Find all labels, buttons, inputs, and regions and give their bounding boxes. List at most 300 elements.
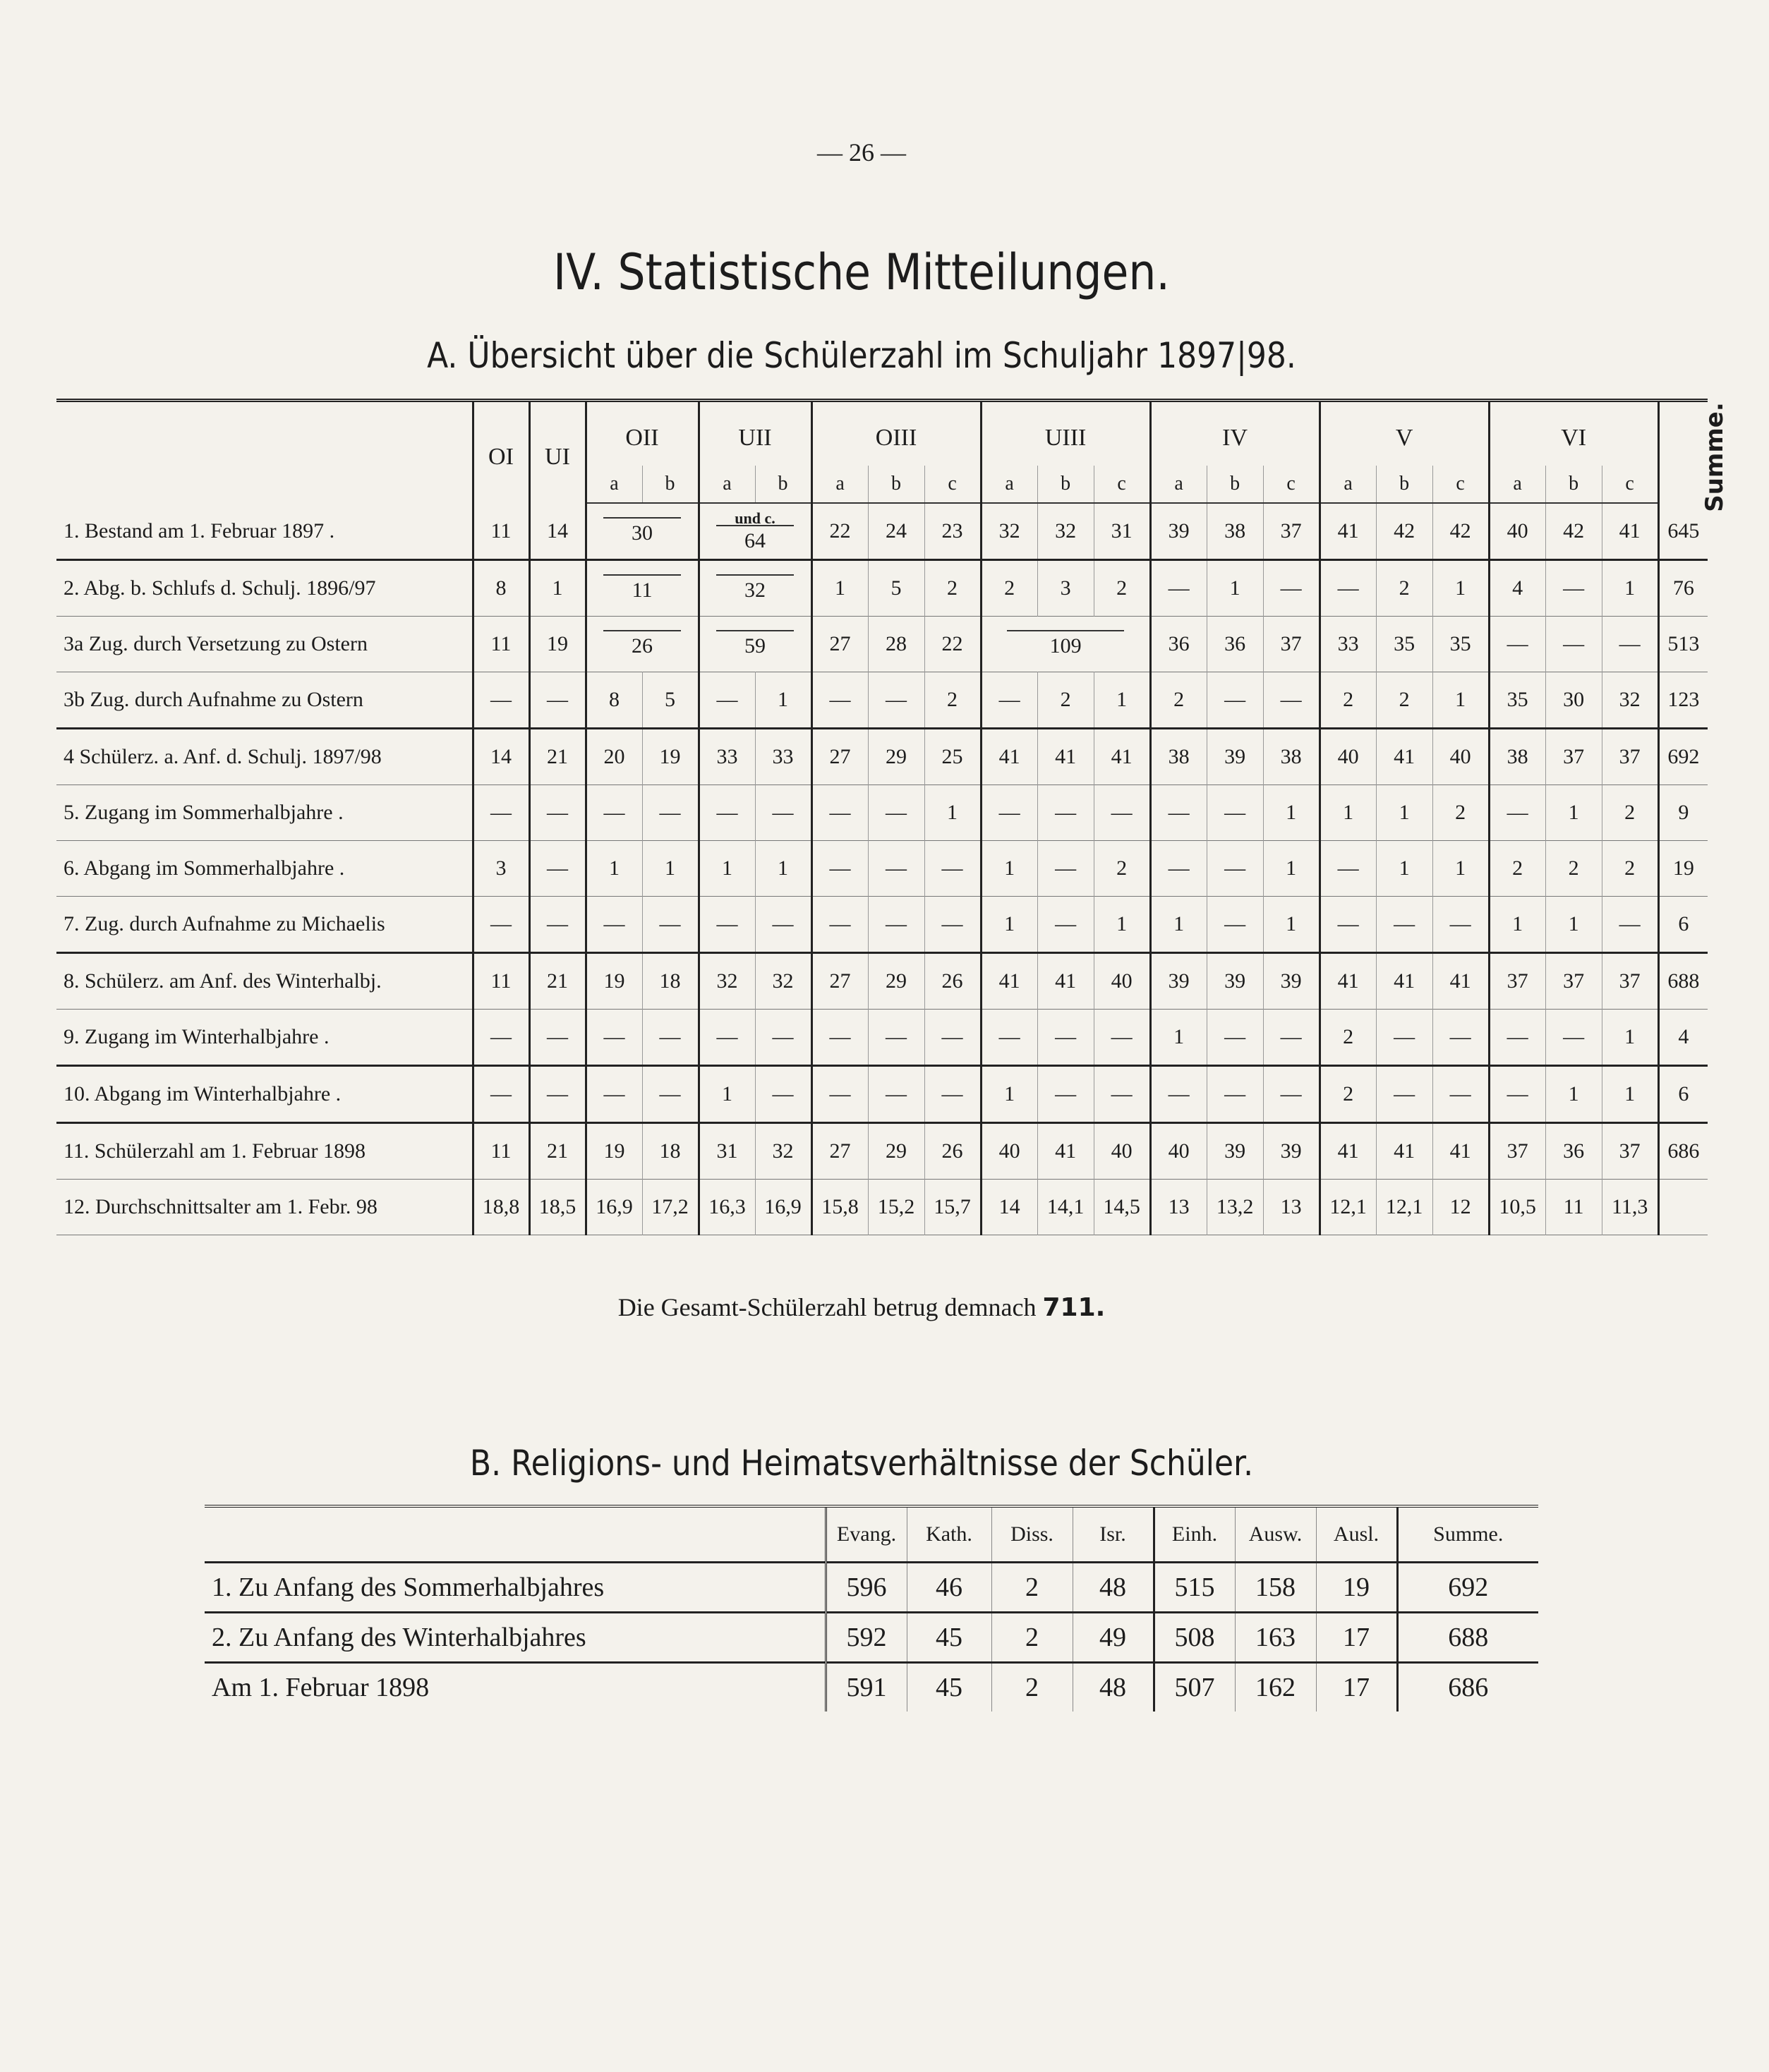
cell-oi: 18,8 [473, 1180, 529, 1235]
cell-v-a: 41 [1320, 953, 1376, 1010]
cell-uii-merged [699, 503, 811, 560]
cell-v-c: 41 [1432, 953, 1489, 1010]
table-row [56, 729, 1708, 785]
cell-iv-a: — [1150, 841, 1207, 897]
cell-oii-b: — [642, 897, 699, 953]
row-label: Am 1. Februar 1898 [212, 1673, 430, 1702]
cell-oii-a: 16,9 [586, 1180, 642, 1235]
cell-iv-b: 38 [1207, 503, 1263, 560]
row-label: 3b Zug. durch Aufnahme zu Ostern [64, 688, 363, 711]
cell-vi-c: 37 [1602, 729, 1658, 785]
cell-iv-b: — [1207, 1010, 1263, 1066]
header-kath: Kath. [907, 1506, 991, 1563]
cell-sum: 686 [1658, 1123, 1708, 1180]
header-sub-v-a: a [1320, 466, 1376, 503]
page-title: IV. Statistische Mitteilungen. [553, 243, 1171, 301]
cell-oii-merged [586, 617, 699, 672]
cell-uiii-c: 2 [1094, 841, 1150, 897]
cell-oiii-b: 15,2 [868, 1180, 924, 1235]
cell-oiii-c: 2 [924, 672, 981, 729]
cell-vi-a: 37 [1489, 953, 1545, 1010]
merge-brace [603, 517, 681, 519]
cell-uiii-a: 1 [981, 841, 1037, 897]
cell-oiii-a: 27 [811, 953, 868, 1010]
cell-vi-a: — [1489, 1010, 1545, 1066]
cell-v-a: — [1320, 897, 1376, 953]
cell-vi-b: 36 [1545, 1123, 1602, 1180]
cell-ui: 14 [529, 503, 586, 560]
row-label: 1. Zu Anfang des Sommerhalbjahres [212, 1573, 605, 1602]
cell-iv-c: 38 [1263, 729, 1320, 785]
header-class-oii: OII [586, 401, 699, 466]
cell-oiii-a: — [811, 1010, 868, 1066]
cell-iv-c: 13 [1263, 1180, 1320, 1235]
cell-iv-b: — [1207, 672, 1263, 729]
cell-vi-b: 37 [1545, 953, 1602, 1010]
cell-oiii-c: 15,7 [924, 1180, 981, 1235]
cell-vi-a: — [1489, 617, 1545, 672]
student-count-table [56, 399, 1729, 1235]
cell-evang: 596 [826, 1563, 907, 1613]
cell-ui: 21 [529, 1123, 586, 1180]
header-ausw: Ausw. [1235, 1506, 1316, 1563]
cell-uiii-a: — [981, 1010, 1037, 1066]
cell-oi: — [473, 672, 529, 729]
cell-iv-b: — [1207, 1066, 1263, 1123]
cell-uiii-a: 32 [981, 503, 1037, 560]
header-evang: Evang. [826, 1506, 907, 1563]
cell-iv-b: — [1207, 897, 1263, 953]
cell-uii-a: 1 [699, 841, 755, 897]
cell-uii-merged [699, 617, 811, 672]
total-prefix: Die Gesamt-Schülerzahl betrug demnach [617, 1293, 1037, 1321]
cell-uiii-a: 1 [981, 897, 1037, 953]
cell-sum: 123 [1658, 672, 1708, 729]
merged-value: 32 [744, 578, 766, 602]
header-sub-v-b: b [1376, 466, 1432, 503]
cell-evang: 592 [826, 1613, 907, 1663]
cell-vi-c: 2 [1602, 841, 1658, 897]
cell-oi: 11 [473, 1123, 529, 1180]
cell-iv-c: 39 [1263, 1123, 1320, 1180]
cell-summe: 686 [1397, 1663, 1538, 1712]
header-sub-oiii-c: c [924, 466, 981, 503]
cell-summe: 688 [1397, 1613, 1538, 1663]
cell-uiii-c: 1 [1094, 897, 1150, 953]
header-sub-uii-a: a [699, 466, 755, 503]
cell-ui: 21 [529, 729, 586, 785]
header-diss: Diss. [991, 1506, 1073, 1563]
table-row [205, 1613, 1538, 1663]
cell-oii-a: 1 [586, 841, 642, 897]
total-students-line [0, 1292, 1723, 1322]
cell-v-a: — [1320, 841, 1376, 897]
cell-sum: 6 [1658, 897, 1708, 953]
cell-v-c: 40 [1432, 729, 1489, 785]
merged-value: 64 [744, 529, 766, 552]
cell-uiii-c: — [1094, 785, 1150, 841]
cell-diss: 2 [991, 1613, 1073, 1663]
cell-v-c: 35 [1432, 617, 1489, 672]
cell-iv-c: 1 [1263, 841, 1320, 897]
cell-oiii-a: — [811, 897, 868, 953]
cell-vi-a: 2 [1489, 841, 1545, 897]
cell-oiii-c: — [924, 1066, 981, 1123]
cell-vi-a: 37 [1489, 1123, 1545, 1180]
cell-iv-a: 38 [1150, 729, 1207, 785]
cell-ui: — [529, 1010, 586, 1066]
cell-sum: 688 [1658, 953, 1708, 1010]
cell-v-c: 42 [1432, 503, 1489, 560]
cell-v-b: 1 [1376, 841, 1432, 897]
cell-sum: 6 [1658, 1066, 1708, 1123]
cell-oii-b: — [642, 1066, 699, 1123]
cell-iv-c: 39 [1263, 953, 1320, 1010]
cell-ausl: 17 [1316, 1663, 1397, 1712]
cell-v-b: 41 [1376, 953, 1432, 1010]
cell-uiii-c: 41 [1094, 729, 1150, 785]
cell-v-c: 1 [1432, 560, 1489, 617]
cell-uii-b: 32 [755, 1123, 811, 1180]
table-row [56, 1066, 1708, 1123]
table-row [56, 897, 1708, 953]
cell-oi: 3 [473, 841, 529, 897]
cell-oi: 11 [473, 617, 529, 672]
cell-oii-a: — [586, 1010, 642, 1066]
merge-brace [716, 574, 794, 576]
cell-ui: 21 [529, 953, 586, 1010]
cell-v-b: 35 [1376, 617, 1432, 672]
cell-vi-a: 4 [1489, 560, 1545, 617]
row-label: 5. Zugang im Sommerhalbjahre . [64, 801, 344, 824]
cell-uii-a: 33 [699, 729, 755, 785]
cell-oiii-b: 29 [868, 729, 924, 785]
cell-vi-a: 35 [1489, 672, 1545, 729]
page-number: — 26 — [817, 138, 906, 166]
cell-vi-b: 1 [1545, 785, 1602, 841]
cell-oiii-b: — [868, 1010, 924, 1066]
cell-iv-a: 1 [1150, 897, 1207, 953]
cell-iv-c: 1 [1263, 897, 1320, 953]
cell-uiii-a: 14 [981, 1180, 1037, 1235]
cell-uii-a: 16,3 [699, 1180, 755, 1235]
cell-oiii-b: — [868, 1066, 924, 1123]
cell-oiii-a: — [811, 1066, 868, 1123]
cell-uiii-c: 2 [1094, 560, 1150, 617]
cell-oii-b: 19 [642, 729, 699, 785]
cell-ui: — [529, 785, 586, 841]
cell-iv-a: 2 [1150, 672, 1207, 729]
cell-v-b: 2 [1376, 560, 1432, 617]
cell-uii-b: 33 [755, 729, 811, 785]
cell-diss: 2 [991, 1663, 1073, 1712]
cell-oii-merged [586, 560, 699, 617]
cell-ui: — [529, 897, 586, 953]
row-label: 11. Schülerzahl am 1. Februar 1898 [64, 1139, 366, 1163]
cell-sum: 513 [1658, 617, 1708, 672]
cell-iv-a: 40 [1150, 1123, 1207, 1180]
cell-v-c: — [1432, 897, 1489, 953]
cell-iv-b: 36 [1207, 617, 1263, 672]
cell-vi-a: 40 [1489, 503, 1545, 560]
cell-uii-a: — [699, 1010, 755, 1066]
cell-vi-a: — [1489, 1066, 1545, 1123]
cell-kath: 45 [907, 1663, 991, 1712]
cell-vi-c: 11,3 [1602, 1180, 1658, 1235]
cell-sum [1658, 1180, 1708, 1235]
cell-ui: 19 [529, 617, 586, 672]
cell-oii-b: 18 [642, 1123, 699, 1180]
cell-v-b: 1 [1376, 785, 1432, 841]
cell-uiii-c: 40 [1094, 953, 1150, 1010]
header-class-iv: IV [1150, 401, 1320, 466]
cell-uiii-b: — [1037, 897, 1094, 953]
cell-iv-a: — [1150, 785, 1207, 841]
cell-uiii-merged [981, 617, 1150, 672]
cell-oii-b: 1 [642, 841, 699, 897]
cell-v-a: 2 [1320, 1066, 1376, 1123]
header-sub-vi-a: a [1489, 466, 1545, 503]
cell-ausw: 162 [1235, 1663, 1316, 1712]
cell-vi-b: 2 [1545, 841, 1602, 897]
section-a-title: A. Übersicht über die Schülerzahl im Schuljahr 1897|98. [427, 335, 1296, 376]
cell-v-a: 40 [1320, 729, 1376, 785]
table-row [205, 1563, 1538, 1613]
table-row [56, 1180, 1708, 1235]
cell-uiii-a: 41 [981, 953, 1037, 1010]
cell-v-c: — [1432, 1066, 1489, 1123]
table-row [205, 1663, 1538, 1712]
row-label: 2. Abg. b. Schlufs d. Schulj. 1896/97 [64, 576, 376, 600]
cell-oii-b: 5 [642, 672, 699, 729]
cell-v-c: 1 [1432, 672, 1489, 729]
cell-oi: — [473, 1066, 529, 1123]
cell-v-a: 1 [1320, 785, 1376, 841]
cell-einh: 507 [1154, 1663, 1235, 1712]
cell-oiii-a: 15,8 [811, 1180, 868, 1235]
cell-uii-b: 1 [755, 841, 811, 897]
cell-v-c: 2 [1432, 785, 1489, 841]
cell-oiii-b: 5 [868, 560, 924, 617]
cell-ausl: 17 [1316, 1613, 1397, 1663]
cell-oiii-c: 26 [924, 953, 981, 1010]
cell-vi-c: 32 [1602, 672, 1658, 729]
cell-v-a: — [1320, 560, 1376, 617]
cell-uii-b: — [755, 785, 811, 841]
cell-v-c: 1 [1432, 841, 1489, 897]
header-label-cell [56, 401, 473, 504]
cell-uii-b: — [755, 897, 811, 953]
row-label: 9. Zugang im Winterhalbjahre . [64, 1025, 330, 1048]
table-row [56, 560, 1708, 617]
table-row [56, 617, 1708, 672]
cell-oiii-b: 28 [868, 617, 924, 672]
merged-note: und c. [735, 509, 775, 527]
cell-v-a: 33 [1320, 617, 1376, 672]
cell-oi: — [473, 897, 529, 953]
cell-oiii-c: 23 [924, 503, 981, 560]
cell-oii-a: 20 [586, 729, 642, 785]
header-class-ui: UI [529, 401, 586, 504]
cell-oiii-a: — [811, 785, 868, 841]
cell-v-a: 12,1 [1320, 1180, 1376, 1235]
cell-oiii-b: — [868, 897, 924, 953]
cell-sum: 76 [1658, 560, 1708, 617]
cell-v-b: 12,1 [1376, 1180, 1432, 1235]
cell-sum: 692 [1658, 729, 1708, 785]
header-einh: Einh. [1154, 1506, 1235, 1563]
header-class-vi: VI [1489, 401, 1658, 466]
cell-vi-a: 10,5 [1489, 1180, 1545, 1235]
cell-ui: 1 [529, 560, 586, 617]
cell-vi-a: — [1489, 785, 1545, 841]
cell-oiii-b: — [868, 785, 924, 841]
cell-oiii-b: — [868, 841, 924, 897]
cell-ui: 18,5 [529, 1180, 586, 1235]
cell-iv-c: 1 [1263, 785, 1320, 841]
header-sub-oiii-b: b [868, 466, 924, 503]
cell-iv-a: — [1150, 1066, 1207, 1123]
cell-v-a: 2 [1320, 672, 1376, 729]
header-sub-uiii-b: b [1037, 466, 1094, 503]
cell-oiii-a: 22 [811, 503, 868, 560]
cell-vi-b: 1 [1545, 1066, 1602, 1123]
cell-iv-a: 39 [1150, 503, 1207, 560]
cell-uiii-b: 41 [1037, 1123, 1094, 1180]
cell-uii-b: 32 [755, 953, 811, 1010]
cell-uii-b: 16,9 [755, 1180, 811, 1235]
cell-v-b: 41 [1376, 729, 1432, 785]
cell-oi: 11 [473, 953, 529, 1010]
cell-iv-b: 39 [1207, 729, 1263, 785]
merge-brace [1007, 630, 1124, 631]
header-sum-text: Summe. [1700, 401, 1729, 512]
cell-summe: 692 [1397, 1563, 1538, 1613]
cell-oiii-c: 25 [924, 729, 981, 785]
merged-value: 59 [744, 634, 766, 658]
cell-v-b: — [1376, 1010, 1432, 1066]
cell-vi-c: 1 [1602, 560, 1658, 617]
total-value: 711. [1042, 1293, 1106, 1322]
cell-oi: 14 [473, 729, 529, 785]
cell-uiii-a: 1 [981, 1066, 1037, 1123]
cell-vi-b: 42 [1545, 503, 1602, 560]
cell-uii-b: — [755, 1066, 811, 1123]
cell-v-b: — [1376, 1066, 1432, 1123]
cell-oiii-b: 29 [868, 1123, 924, 1180]
cell-iv-a: 13 [1150, 1180, 1207, 1235]
cell-iv-c: — [1263, 1010, 1320, 1066]
cell-oiii-c: 1 [924, 785, 981, 841]
cell-oiii-c: — [924, 1010, 981, 1066]
header-class-uiii: UIII [981, 401, 1150, 466]
header-sub-oiii-a: a [811, 466, 868, 503]
cell-sum: 19 [1658, 841, 1708, 897]
cell-isr: 48 [1073, 1563, 1154, 1613]
merge-brace [716, 630, 794, 631]
cell-iv-b: 1 [1207, 560, 1263, 617]
cell-diss: 2 [991, 1563, 1073, 1613]
cell-uii-a: 1 [699, 1066, 755, 1123]
row-label: 2. Zu Anfang des Winterhalbjahres [212, 1623, 586, 1652]
table-row [56, 953, 1708, 1010]
cell-vi-c: 1 [1602, 1010, 1658, 1066]
cell-iv-a: — [1150, 560, 1207, 617]
cell-sum: 9 [1658, 785, 1708, 841]
cell-v-a: 2 [1320, 1010, 1376, 1066]
cell-oi: — [473, 1010, 529, 1066]
cell-uiii-a: 41 [981, 729, 1037, 785]
header-sub-uiii-c: c [1094, 466, 1150, 503]
cell-v-a: 41 [1320, 1123, 1376, 1180]
cell-vi-a: 38 [1489, 729, 1545, 785]
cell-uiii-a: 2 [981, 560, 1037, 617]
merge-brace [603, 630, 681, 631]
header-isr: Isr. [1073, 1506, 1154, 1563]
merged-value: 109 [1049, 634, 1082, 658]
row-label: 7. Zug. durch Aufnahme zu Michaelis [64, 912, 385, 935]
cell-uiii-a: — [981, 785, 1037, 841]
cell-iv-a: 39 [1150, 953, 1207, 1010]
cell-kath: 45 [907, 1613, 991, 1663]
cell-v-b: 2 [1376, 672, 1432, 729]
table-row [56, 672, 1708, 729]
cell-uiii-c: 14,5 [1094, 1180, 1150, 1235]
cell-iv-c: 37 [1263, 617, 1320, 672]
table-row [56, 841, 1708, 897]
cell-oii-a: 19 [586, 953, 642, 1010]
cell-iv-c: — [1263, 560, 1320, 617]
cell-uii-a: 31 [699, 1123, 755, 1180]
cell-oiii-c: 26 [924, 1123, 981, 1180]
cell-ausw: 158 [1235, 1563, 1316, 1613]
cell-sum: 645 [1658, 503, 1708, 560]
cell-uiii-c: — [1094, 1066, 1150, 1123]
cell-oiii-b: 29 [868, 953, 924, 1010]
cell-oiii-c: 22 [924, 617, 981, 672]
table-row [56, 785, 1708, 841]
cell-uiii-b: — [1037, 785, 1094, 841]
cell-oii-a: 8 [586, 672, 642, 729]
cell-vi-c: 37 [1602, 953, 1658, 1010]
cell-uii-a: — [699, 672, 755, 729]
cell-oiii-c: — [924, 897, 981, 953]
cell-vi-c: 37 [1602, 1123, 1658, 1180]
cell-oiii-c: 2 [924, 560, 981, 617]
cell-uiii-b: 41 [1037, 953, 1094, 1010]
cell-vi-c: — [1602, 897, 1658, 953]
row-label: 8. Schülerz. am Anf. des Winterhalbj. [64, 969, 382, 993]
cell-oii-merged [586, 503, 699, 560]
cell-isr: 48 [1073, 1663, 1154, 1712]
cell-oii-a: 19 [586, 1123, 642, 1180]
cell-vi-b: 37 [1545, 729, 1602, 785]
row-label: 3a Zug. durch Versetzung zu Ostern [64, 632, 368, 655]
row-label: 4 Schülerz. a. Anf. d. Schulj. 1897/98 [64, 745, 382, 768]
header-label-cell [205, 1506, 826, 1563]
header-sum [1658, 401, 1729, 512]
cell-vi-c: 41 [1602, 503, 1658, 560]
cell-uiii-c: — [1094, 1010, 1150, 1066]
header-class-uii: UII [699, 401, 811, 466]
cell-oiii-a: 27 [811, 1123, 868, 1180]
cell-oii-b: — [642, 785, 699, 841]
merged-value: 11 [632, 578, 653, 602]
religion-origin-table [205, 1505, 1538, 1711]
header-sub-iv-a: a [1150, 466, 1207, 503]
header-sub-vi-b: b [1545, 466, 1602, 503]
cell-vi-c: 2 [1602, 785, 1658, 841]
